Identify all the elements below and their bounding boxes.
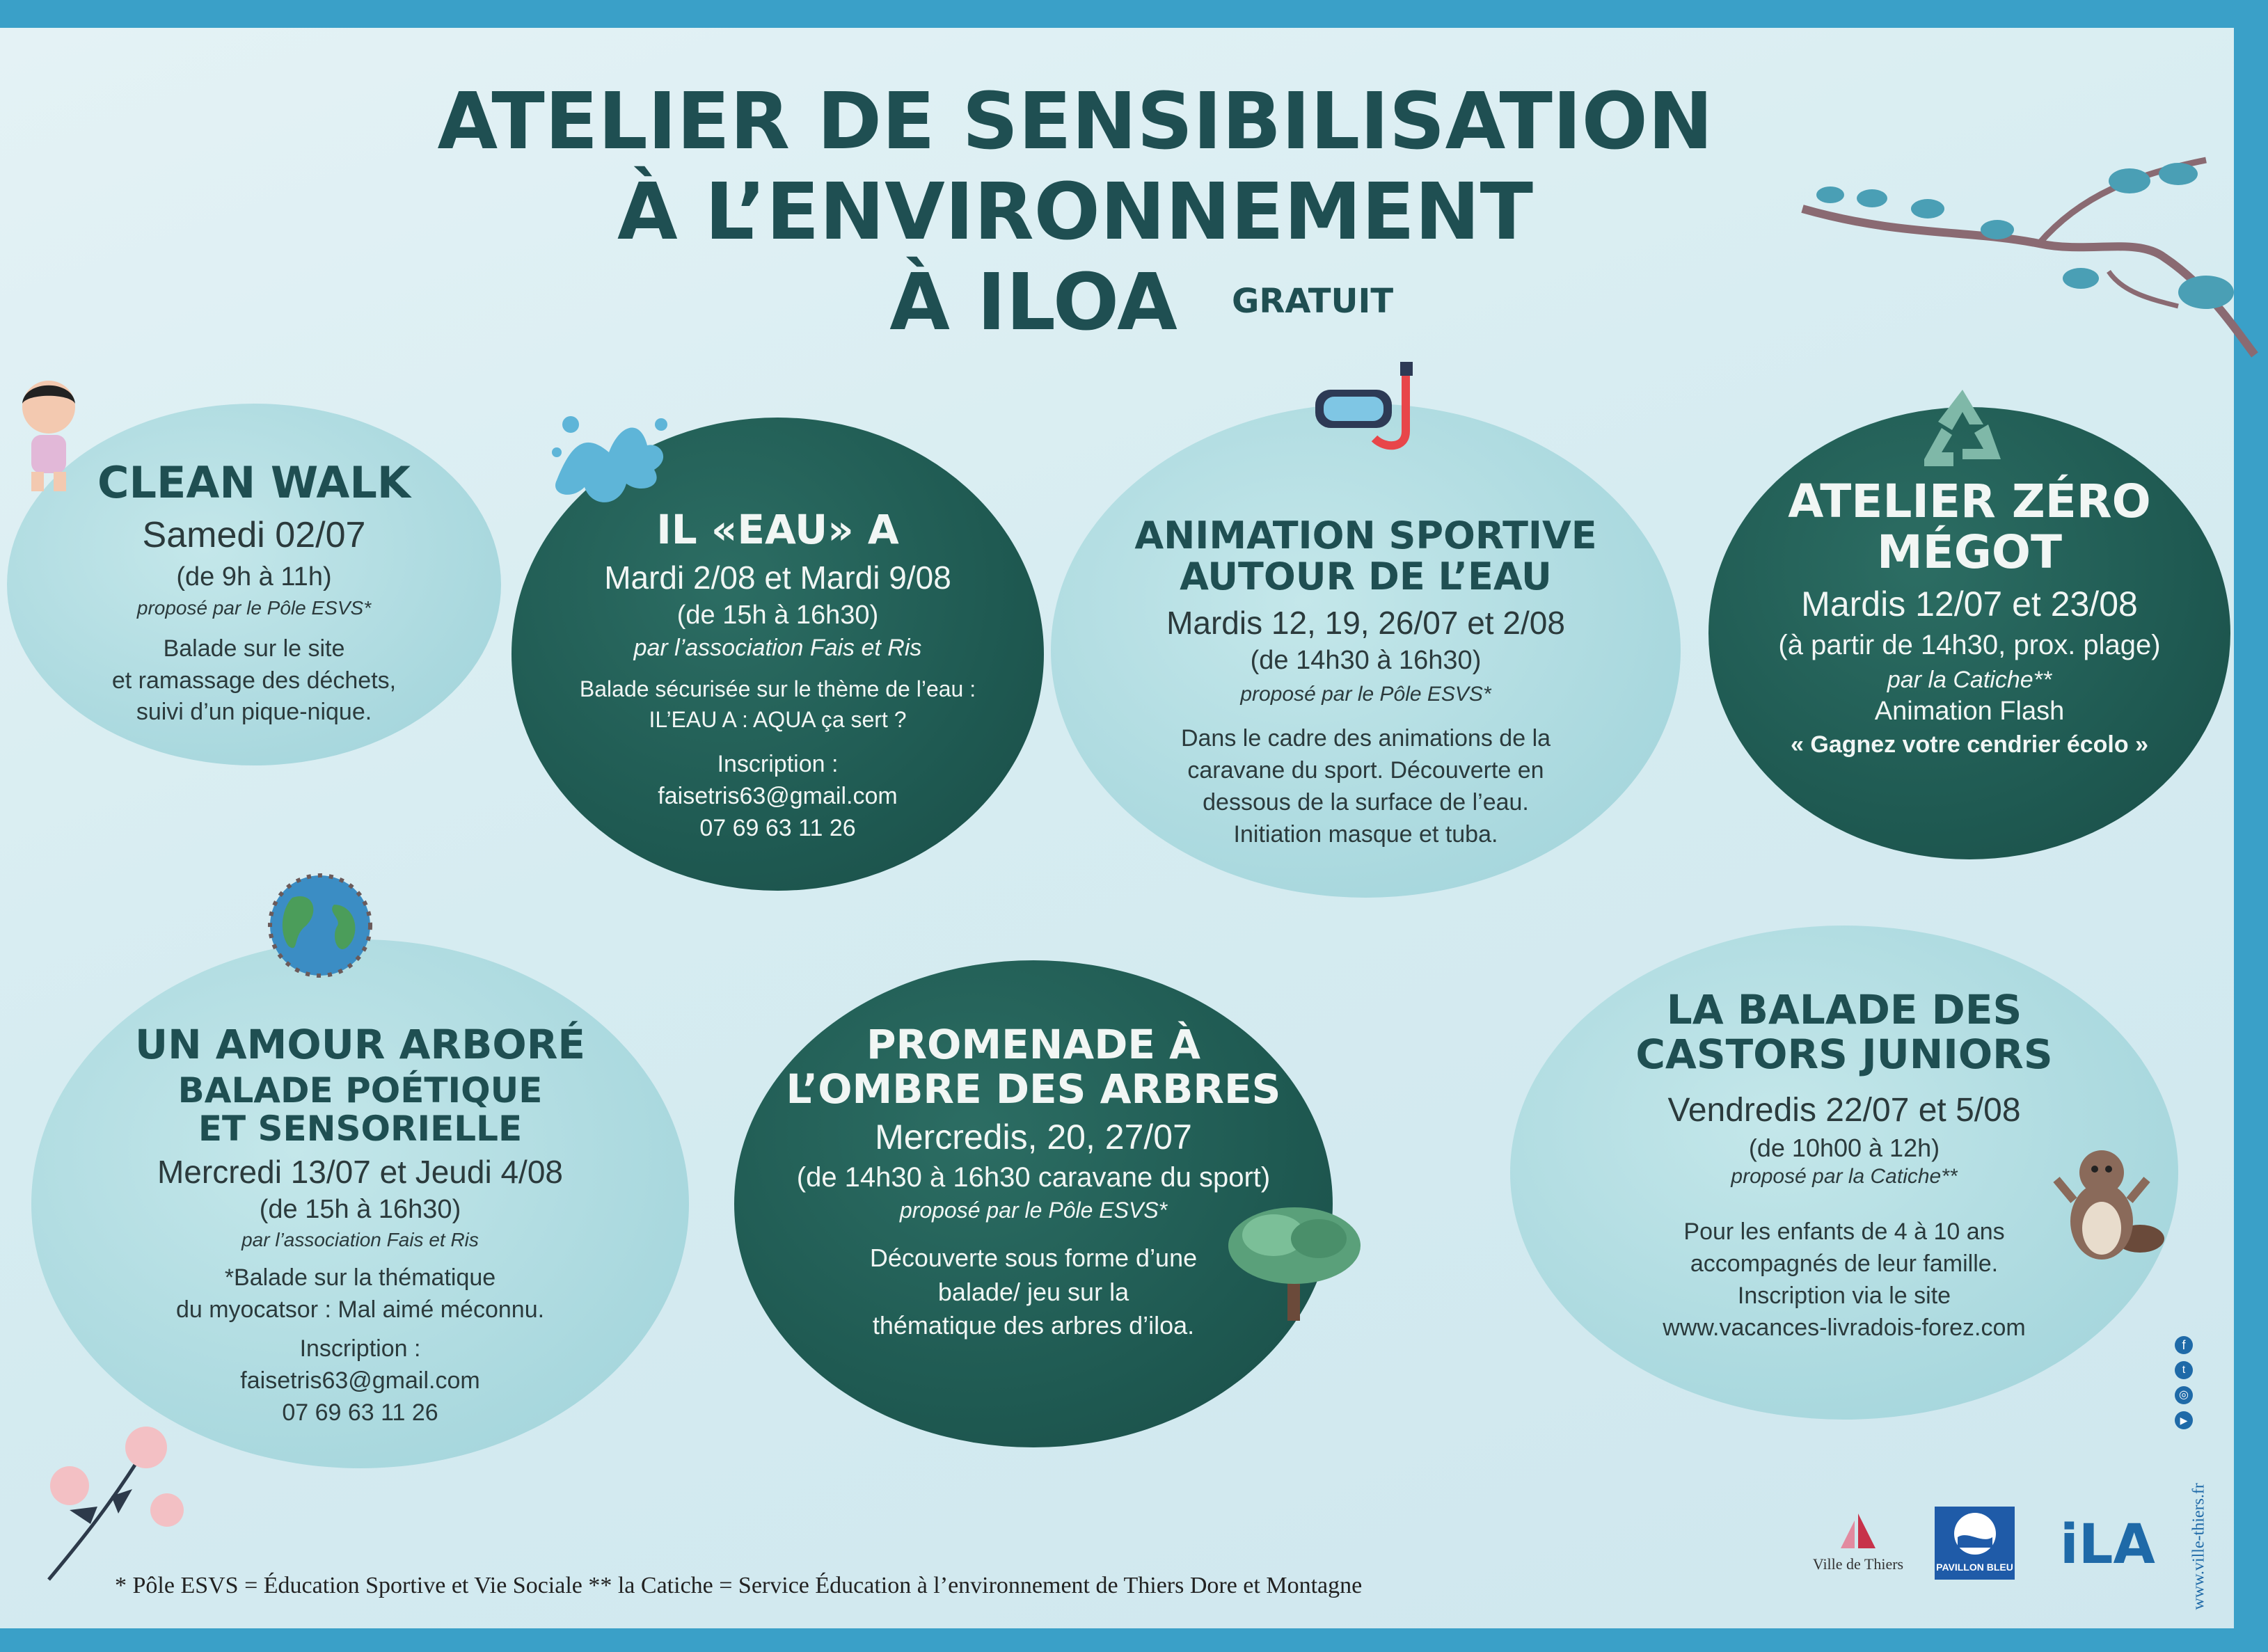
event-date: Mardis 12, 19, 26/07 et 2/08 (1166, 604, 1565, 641)
instagram-icon[interactable]: ◎ (2175, 1386, 2193, 1404)
event-title: AUTOUR DE L’EAU (1180, 555, 1552, 599)
event-desc: Pour les enfants de 4 à 10 ans (1683, 1218, 2005, 1246)
event-date: Mercredi 13/07 et Jeudi 4/08 (157, 1153, 564, 1190)
event-desc: *Balade sur la thématique (224, 1264, 496, 1292)
water-splash-icon (543, 404, 675, 515)
event-desc: suivi d’un pique-nique. (136, 699, 372, 726)
event-title: ANIMATION SPORTIVE (1134, 514, 1597, 557)
child-icon (14, 376, 84, 494)
event-desc: balade/ jeu sur la (937, 1277, 1129, 1306)
event-desc: Inscription via le site (1737, 1282, 1951, 1309)
event-zero-megot (1708, 407, 2230, 859)
logo-label: Ville de Thiers (1812, 1555, 1904, 1573)
sail-icon (1830, 1510, 1886, 1552)
event-organizer: proposé par le Pôle ESVS* (1240, 683, 1491, 706)
branch-icon (1789, 132, 2262, 362)
beaver-icon (2043, 1141, 2168, 1266)
event-desc: caravane du sport. Découverte en (1187, 757, 1544, 784)
event-email: faisetris63@gmail.com (658, 782, 898, 809)
logo-iloa: iLA (2060, 1514, 2155, 1576)
event-time: (de 9h à 11h) (176, 562, 332, 591)
facebook-icon[interactable]: f (2175, 1336, 2193, 1354)
event-desc: Initiation masque et tuba. (1233, 821, 1498, 848)
globe-icon (264, 870, 376, 981)
event-subtitle: ET SENSORIELLE (198, 1108, 523, 1149)
event-phone: 07 69 63 11 26 (699, 814, 856, 841)
logo-ville-thiers (1802, 1510, 1914, 1573)
event-time: (de 10h00 à 12h) (1748, 1133, 1940, 1162)
twitter-icon[interactable]: t (2175, 1361, 2193, 1379)
event-organizer: par la Catiche** (1887, 666, 2052, 693)
footnote: * Pôle ESVS = Éducation Sportive et Vie Sociale ** la Catiche = Service Éducation à l’environnement de Thiers Dore et Montagne (115, 1573, 1363, 1598)
social-icons (2175, 1336, 2196, 1429)
event-time: (de 14h30 à 16h30 caravane du sport) (796, 1162, 1271, 1193)
tree-icon (1225, 1197, 1364, 1322)
event-subtitle: BALADE POÉTIQUE (177, 1070, 543, 1111)
page-title-line-1: ATELIER DE SENSIBILISATION (437, 77, 1713, 167)
event-phone: 07 69 63 11 26 (282, 1399, 438, 1426)
event-desc: et ramassage des déchets, (111, 667, 397, 694)
event-time: (à partir de 14h30, prox. plage) (1778, 629, 2161, 660)
flag-icon (1951, 1509, 1999, 1558)
logo-pavillon-bleu (1935, 1507, 2015, 1580)
event-date: Samedi 02/07 (142, 515, 366, 556)
free-badge: GRATUIT (1232, 282, 1394, 321)
event-desc: Balade sécurisée sur le thème de l’eau : (579, 676, 976, 702)
event-desc: IL’EAU A : AQUA ça sert ? (649, 706, 907, 732)
event-desc: thématique des arbres d’iloa. (872, 1311, 1195, 1340)
event-date: Mercredis, 20, 27/07 (875, 1117, 1192, 1157)
logo-label: PAVILLON BLEU (1936, 1562, 2013, 1573)
event-organizer: proposé par le Pôle ESVS* (136, 596, 372, 619)
page-title-line-3: À ILOA (889, 257, 1177, 348)
event-amour-arbore (31, 939, 689, 1468)
event-organizer: par l’association Fais et Ris (633, 635, 922, 662)
poster (0, 28, 2234, 1628)
event-organizer: proposé par la Catiche** (1731, 1165, 1958, 1189)
event-title: CLEAN WALK (97, 457, 411, 508)
flower-icon (28, 1420, 188, 1587)
event-date: Vendredis 22/07 et 5/08 (1667, 1091, 2021, 1129)
recycle-icon (1910, 383, 2015, 473)
event-time: (de 15h à 16h30) (259, 1194, 461, 1224)
event-desc: accompagnés de leur famille. (1690, 1250, 1999, 1278)
event-time: (de 15h à 16h30) (676, 600, 879, 630)
event-desc: Découverte sous forme d’une (869, 1244, 1198, 1273)
event-date: Mardis 12/07 et 23/08 (1801, 585, 2138, 624)
website-vertical[interactable]: www.ville-thiers.fr (2189, 1483, 2208, 1610)
event-desc: Dans le cadre des animations de la (1180, 725, 1551, 752)
event-email: faisetris63@gmail.com (240, 1367, 480, 1395)
event-title: UN AMOUR ARBORÉ (134, 1021, 586, 1068)
event-desc: Balade sur le site (163, 635, 345, 662)
page-title-line-2: À L’ENVIRONNEMENT (617, 167, 1533, 257)
event-title: LA BALADE DES (1666, 986, 2022, 1033)
event-registration: Inscription : (717, 750, 839, 777)
event-time: (de 14h30 à 16h30) (1250, 645, 1482, 675)
event-desc: dessous de la surface de l’eau. (1203, 789, 1529, 816)
event-title: MÉGOT (1876, 525, 2063, 579)
event-organizer: proposé par le Pôle ESVS* (899, 1198, 1168, 1223)
event-title: PROMENADE À (866, 1021, 1201, 1068)
event-desc: « Gagnez votre cendrier écolo » (1791, 731, 2148, 758)
event-registration: Inscription : (299, 1335, 421, 1363)
event-animation-sportive (1051, 404, 1681, 898)
event-link: www.vacances-livradois-forez.com (1663, 1314, 2026, 1341)
event-desc: du myocatsor : Mal aimé méconnu. (175, 1296, 545, 1324)
event-title: CASTORS JUNIORS (1635, 1030, 2053, 1078)
event-desc: Animation Flash (1874, 696, 2065, 726)
youtube-icon[interactable]: ▶ (2175, 1411, 2193, 1429)
event-title: IL «EAU» A (656, 506, 899, 553)
snorkel-mask-icon (1308, 362, 1420, 459)
event-date: Mardi 2/08 et Mardi 9/08 (604, 559, 951, 596)
event-title: L’OMBRE DES ARBRES (786, 1065, 1281, 1113)
event-organizer: par l’association Fais et Ris (241, 1229, 479, 1251)
event-title: ATELIER ZÉRO (1788, 475, 2151, 528)
